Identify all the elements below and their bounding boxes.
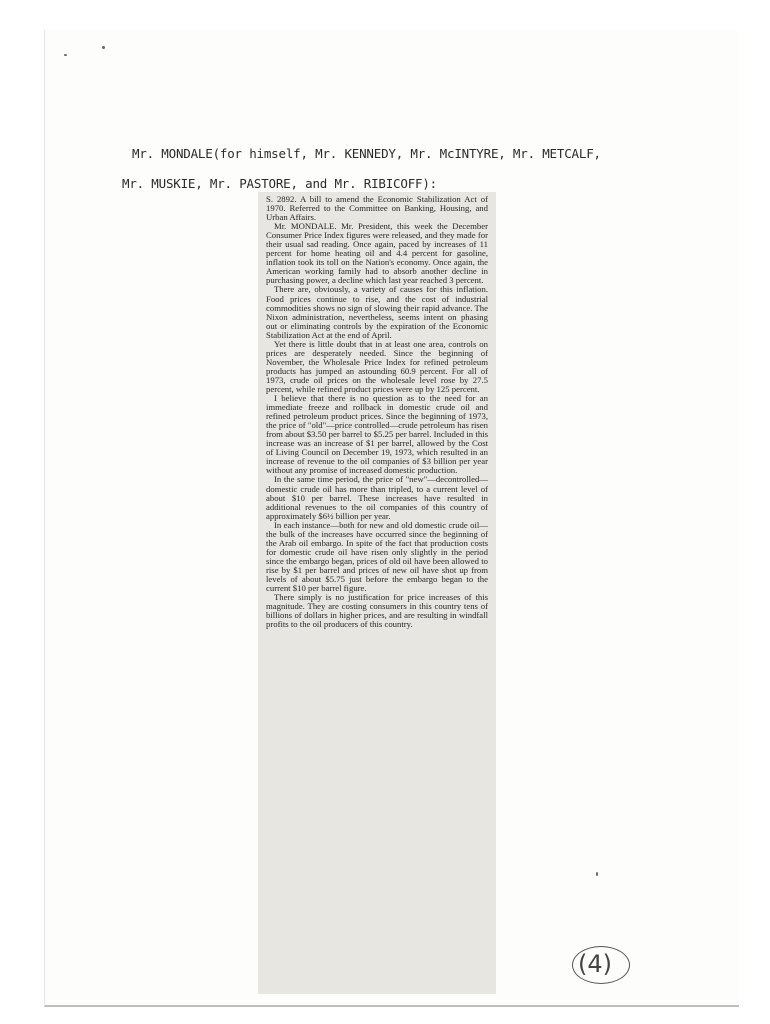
clipping-paragraph: Yet there is little doubt that in at least one area, controls on prices are desperately needed. Since the beginning of November, the Wholesale Price Index for refined petroleum products has jumped an astounding 60.9 percent. For all of 1973, crude oil prices on the wholesale level rose by 27.5 percent, while refined product prices were up by 125 percent. <box>266 338 488 394</box>
clipping-paragraph: In the same time period, the price of "new"—decontrolled—domestic crude oil has more than tripled, to a current level of about $10 per barrel. These increases have resulted in additional revenues to the oil companies of this country of approximately $6½ billion per year. <box>266 474 488 521</box>
clipping-paragraph: I believe that there is no question as to the need for an immediate freeze and rollback in domestic crude oil and refined petroleum product prices. Since the beginning of 1973, the price of "old"—price controlled—crude petroleum has risen from about $3.50 per barrel to $5.25 per barrel. Included in this increase was an increase of $1 per barrel, allowed by the Cost of Living Council on December 19, 1973, which resulted in an increase of revenue to the oil companies of $3 billion per year without any promise of increased domestic production. <box>266 393 488 476</box>
page-speck <box>64 54 67 56</box>
clipping-paragraph: In each instance—both for new and old domestic crude oil—the bulk of the increases have occurred since the beginning of the Arab oil embargo. In spite of the fact that production costs for domestic crude oil have risen only slightly in the period since the embargo began, prices of old oil have been allowed to rise by $1 per barrel and prices of new oil have shot up from levels of about $5.75 just before the embargo began to the current $10 per barrel figure. <box>266 519 488 594</box>
clipping-paragraph: There simply is no justification for price increases of this magnitude. They are costing consumers in this country tens of billions of dollars in higher prices, and are resulting in windfall profits to the oil producers of this country. <box>266 592 488 630</box>
newspaper-clipping <box>258 192 496 994</box>
clipping-paragraph: Mr. MONDALE. Mr. President, this week the December Consumer Price Index figures were released, and they made for their usual sad reading. Once again, paced by increases of 11 percent for home heating oil and 4.4 percent for gasoline, inflation took its toll on the Nation's economy. Once again, the American working family had to absorb another decline in purchasing power, a decline which last year reached 3 percent. <box>266 221 488 286</box>
typed-sponsor-line-1: Mr. MONDALE(for himself, Mr. KENNEDY, Mr. McINTYRE, Mr. METCALF, <box>132 146 601 161</box>
clipping-text <box>258 192 496 629</box>
page-speck <box>102 46 105 49</box>
page-number-circle <box>572 946 630 984</box>
clipping-paragraph: There are, obviously, a variety of causes for this inflation. Food prices continue to rise, and the cost of industrial commodities shows no sign of slowing their rapid advance. The Nixon administration, nevertheless, seems intent on phasing out or eliminating controls by the expiration of the Economic Stabilization Act at the end of April. <box>266 284 488 340</box>
clipping-paragraph: S. 2892. A bill to amend the Economic Stabilization Act of 1970. Referred to the Committee on Banking, Housing, and Urban Affairs. <box>266 194 488 223</box>
page-speck <box>596 872 598 876</box>
typed-sponsor-line-2: Mr. MUSKIE, Mr. PASTORE, and Mr. RIBICOFF): <box>122 176 438 191</box>
handwritten-page-number <box>578 950 612 978</box>
page-number-text: (4) <box>578 950 612 978</box>
